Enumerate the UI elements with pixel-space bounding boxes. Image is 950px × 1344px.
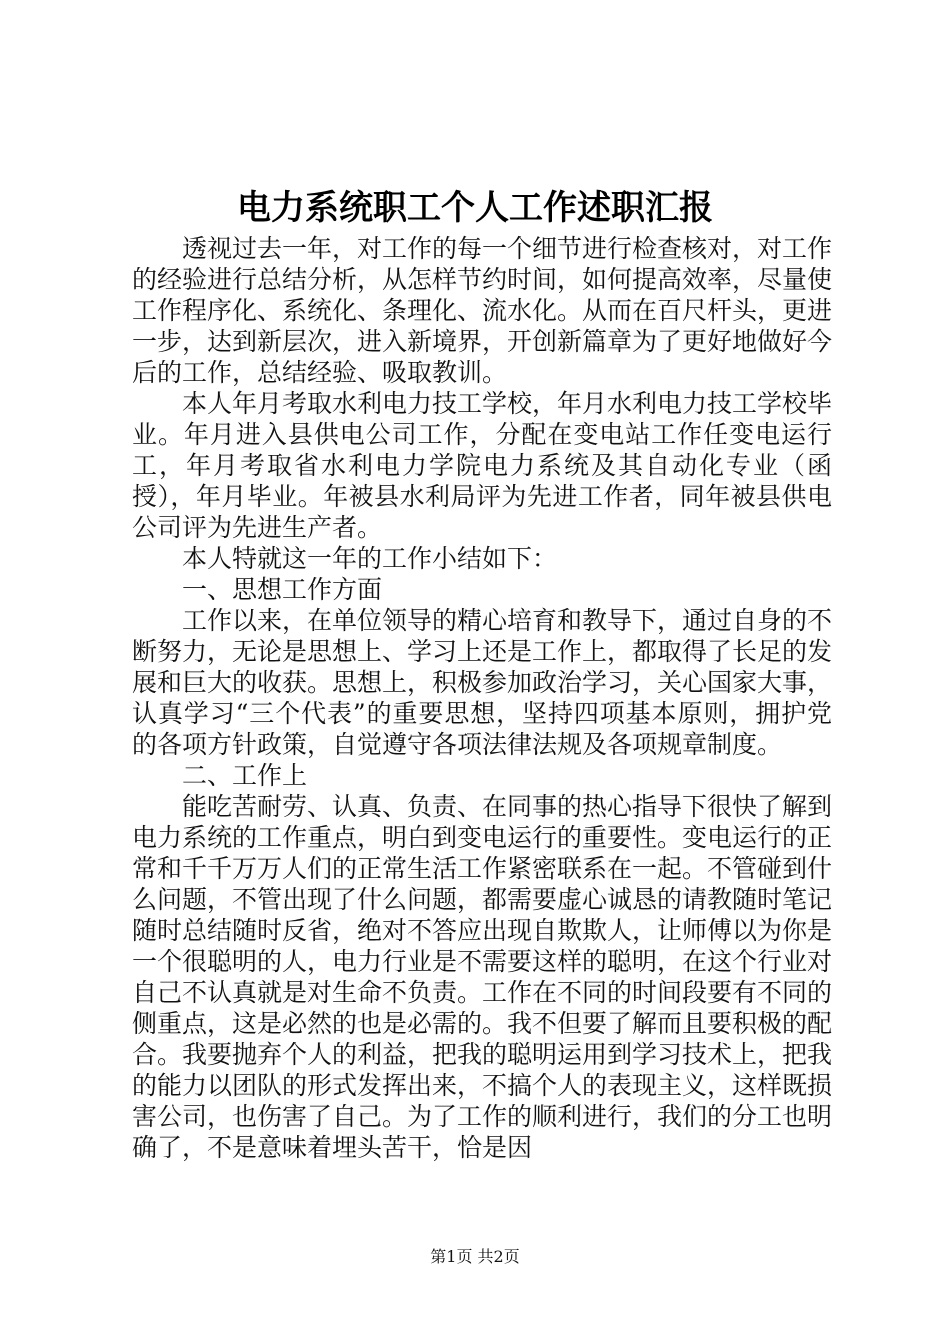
intro-paragraph: 透视过去一年，对工作的每一个细节进行检查核对，对工作的经验进行总结分析，从怎样节约时间，如何提高效率，尽量使工作程序化、系统化、条理化、流水化。从而在百尺杆头，更进一步，达到新层次，进入新境界，开创新篇章为了更好地做好今后的工作，总结经验、吸取教训。 xyxy=(132,234,833,387)
section-text-thought: 工作以来，在单位领导的精心培育和教导下，通过自身的不断努力，无论是思想上、学习上还是工作上，都取得了长足的发展和巨大的收获。思想上，积极参加政治学习，关心国家大事，认真学习“三个代表”的重要思想，坚持四项基本原则，拥护党的各项方针政策，自觉遵守各项法律法规及各项规章制度。 xyxy=(132,606,833,759)
background-paragraph: 本人年月考取水利电力技工学校，年月水利电力技工学校毕业。年月进入县供电公司工作，分配在变电站工作任变电运行工，年月考取省水利电力学院电力系统及其自动化专业（函授），年月毕业。年被县水利局评为先进工作者，同年被县供电公司评为先进生产者。 xyxy=(132,389,833,542)
summary-intro-paragraph: 本人特就这一年的工作小结如下： xyxy=(182,544,558,573)
section-heading-thought: 一、思想工作方面 xyxy=(182,575,383,604)
document-title: 电力系统职工个人工作述职汇报 xyxy=(237,188,713,228)
page-number-footer: 第1页 共2页 xyxy=(430,1247,520,1266)
section-heading-work: 二、工作上 xyxy=(182,761,308,790)
section-text-work: 能吃苦耐劳、认真、负责、在同事的热心指导下很快了解到电力系统的工作重点，明白到变电运行的重要性。变电运行的正常和千千万万人们的正常生活工作紧密联系在一起。不管碰到什么问题，不管出现了什么问题，都需要虚心诚恳的请教随时笔记随时总结随时反省，绝对不答应出现自欺欺人，让师傅以为你是一个很聪明的人，电力行业是不需要这样的聪明，在这个行业对自己不认真就是对生命不负责。工作在不同的时间段要有不同的侧重点，这是必然的也是必需的。我不但要了解而且要积极的配合。我要抛弃个人的利益，把我的聪明运用到学习技术上，把我的能力以团队的形式发挥出来，不搞个人的表现主义，这样既损害公司，也伤害了自己。为了工作的顺利进行，我们的分工也明确了，不是意味着埋头苦干，恰是因 xyxy=(132,792,833,1162)
document-body xyxy=(132,233,832,1163)
